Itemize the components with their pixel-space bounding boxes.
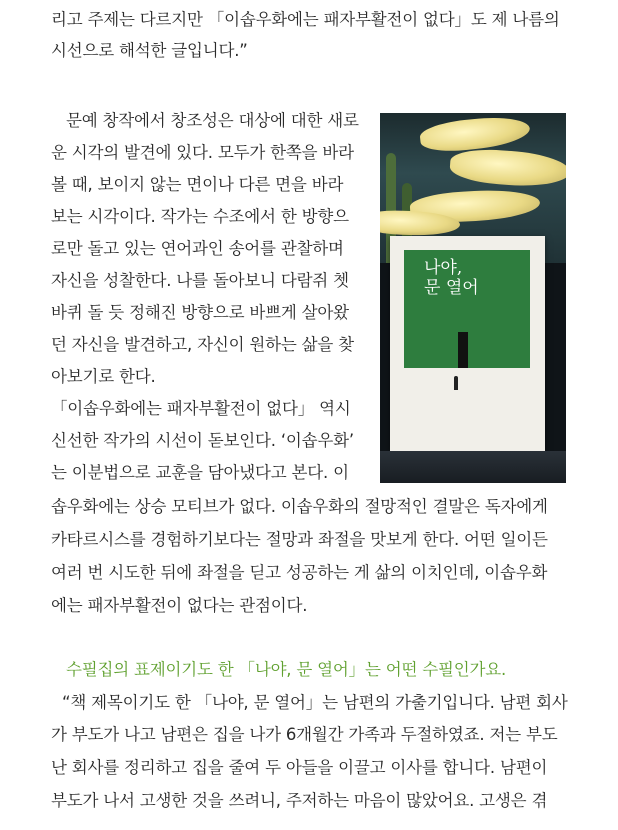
table-surface (380, 451, 566, 483)
body-line: 로만 돌고 있는 연어과인 송어를 관찰하며 (51, 239, 344, 258)
trout-fish (419, 113, 532, 154)
book-cover (390, 236, 545, 451)
book-title-line: 문 열어 (424, 278, 479, 298)
answer-line: 부도가 나서 고생한 것을 쓰려니, 주저하는 마음이 많았어요. 고생은 겪 (51, 791, 548, 810)
book-title-line: 나야, (424, 258, 463, 278)
door-illustration (458, 332, 468, 368)
book-cover-green-panel (404, 250, 530, 368)
answer-line: 난 회사를 정리하고 집을 줄여 두 아들을 이끌고 이사를 합니다. 남편이 (51, 758, 548, 777)
body-line: 아보기로 한다. (51, 367, 156, 386)
body-line: 「이솝우화에는 패자부활전이 없다」 역시 (51, 399, 351, 418)
book-title (424, 258, 479, 298)
intro-line: 리고 주제는 다르지만 「이솝우화에는 패자부활전이 없다」도 제 나름의 (51, 10, 560, 29)
body-line: 보는 시각이다. 작가는 수조에서 한 방향으 (51, 207, 349, 226)
answer-line: 가 부도가 나고 남편은 집을 나가 6개월간 가족과 두절하였죠. 저는 부도 (51, 725, 558, 744)
interview-question: 수필집의 표제이기도 한 「나야, 문 열어」는 어떤 수필인가요. (66, 660, 507, 679)
body-line: 던 자신을 발견하고, 자신이 원하는 삶을 찾 (51, 335, 354, 354)
body-line: 바퀴 돌 듯 정해진 방향으로 바쁘게 살아왔 (51, 303, 349, 322)
body-line: 에는 패자부활전이 없다는 관점이다. (51, 596, 308, 615)
body-line: 문예 창작에서 창조성은 대상에 대한 새로 (66, 111, 359, 130)
intro-line: 시선으로 해석한 글입니다.” (51, 41, 248, 60)
body-line: 솝우화에는 상승 모티브가 없다. 이솝우화의 절망적인 결말은 독자에게 (51, 497, 548, 516)
body-line: 여러 번 시도한 뒤에 좌절을 딛고 성공하는 게 삶의 이치인데, 이솝우화 (51, 563, 548, 582)
body-line: 신선한 작가의 시선이 돋보인다. ‘이솝우화’ (51, 431, 354, 450)
body-line: 운 시각의 발견에 있다. 모두가 한쪽을 바라 (51, 143, 354, 162)
body-line: 자신을 성찰한다. 나를 돌아보니 다람쥐 쳇 (51, 271, 349, 290)
body-line: 는 이분법으로 교훈을 담아냈다고 본다. 이 (51, 463, 349, 482)
body-line: 볼 때, 보이지 않는 면이나 다른 면을 바라 (51, 175, 344, 194)
body-line: 카타르시스를 경험하기보다는 절망과 좌절을 맛보게 한다. 어떤 일이든 (51, 530, 548, 549)
trout-fish (449, 147, 566, 189)
book-photo (380, 113, 566, 483)
answer-line: “책 제목이기도 한 「나야, 문 열어」는 남편의 가출기입니다. 남편 회사 (62, 693, 568, 712)
person-figure-illustration (454, 376, 458, 390)
